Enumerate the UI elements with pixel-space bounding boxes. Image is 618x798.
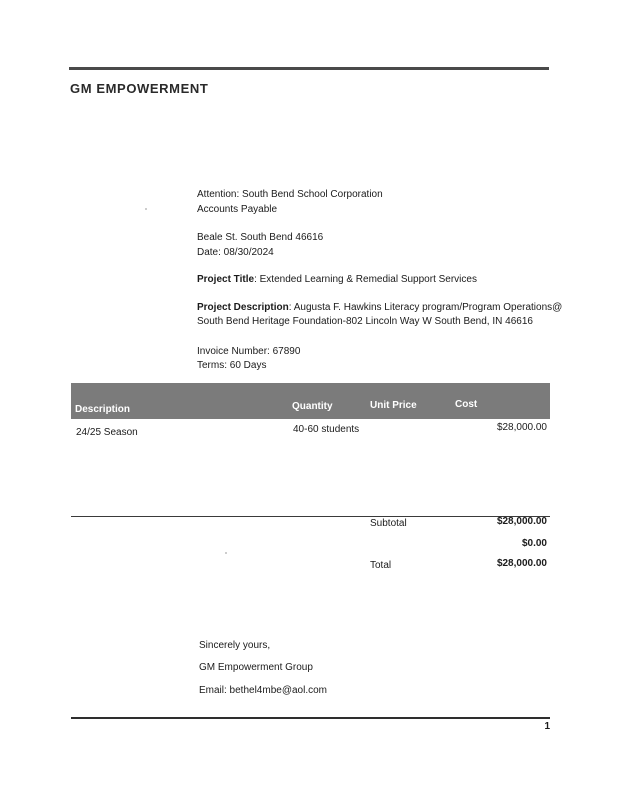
attention-line: Attention: South Bend School Corporation [197,189,383,200]
header-quantity: Quantity [292,401,333,412]
header-unit-price: Unit Price [370,400,417,411]
project-title-label: Project Title [197,274,255,285]
closing-email[interactable]: Email: bethel4mbe@aol.com [199,685,327,696]
project-title [197,273,477,287]
project-title-value: : Extended Learning & Remedial Support Services [254,274,477,285]
closing-salutation: Sincerely yours, [199,640,271,651]
scan-speck [145,208,147,210]
invoice-date: Date: 08/30/2024 [197,247,274,258]
header-description: Description [75,404,131,415]
subtotal-value: $28,000.00 [496,516,547,527]
page-number: 1 [544,721,550,732]
company-name: GM EMPOWERMENT [70,81,209,96]
project-description-line2: South Bend Heritage Foundation-802 Lincoln Way W South Bend, IN 46616 [197,316,533,327]
total-value: $28,000.00 [496,558,547,569]
header-cost: Cost [455,399,478,410]
total-label: Total [370,560,392,571]
header-rule [69,67,549,70]
row-quantity: 40-60 students [293,424,360,435]
project-description-line1: : Augusta F. Hawkins Literacy program/Program Operations@ [288,302,563,313]
subtotal-label: Subtotal [370,518,407,529]
scan-speck [225,552,227,554]
footer-rule [71,717,550,719]
row-cost: $28,000.00 [496,422,547,433]
closing-signatory: GM Empowerment Group [199,662,313,673]
project-description [197,301,562,315]
row-description: 24/25 Season [76,427,138,438]
invoice-terms: Terms: 60 Days [197,360,267,371]
address-line: Beale St. South Bend 46616 [197,232,324,243]
project-description-label: Project Description [197,302,289,313]
department-line: Accounts Payable [197,204,278,215]
invoice-number: Invoice Number: 67890 [197,346,301,357]
tax-value: $0.00 [521,538,547,549]
